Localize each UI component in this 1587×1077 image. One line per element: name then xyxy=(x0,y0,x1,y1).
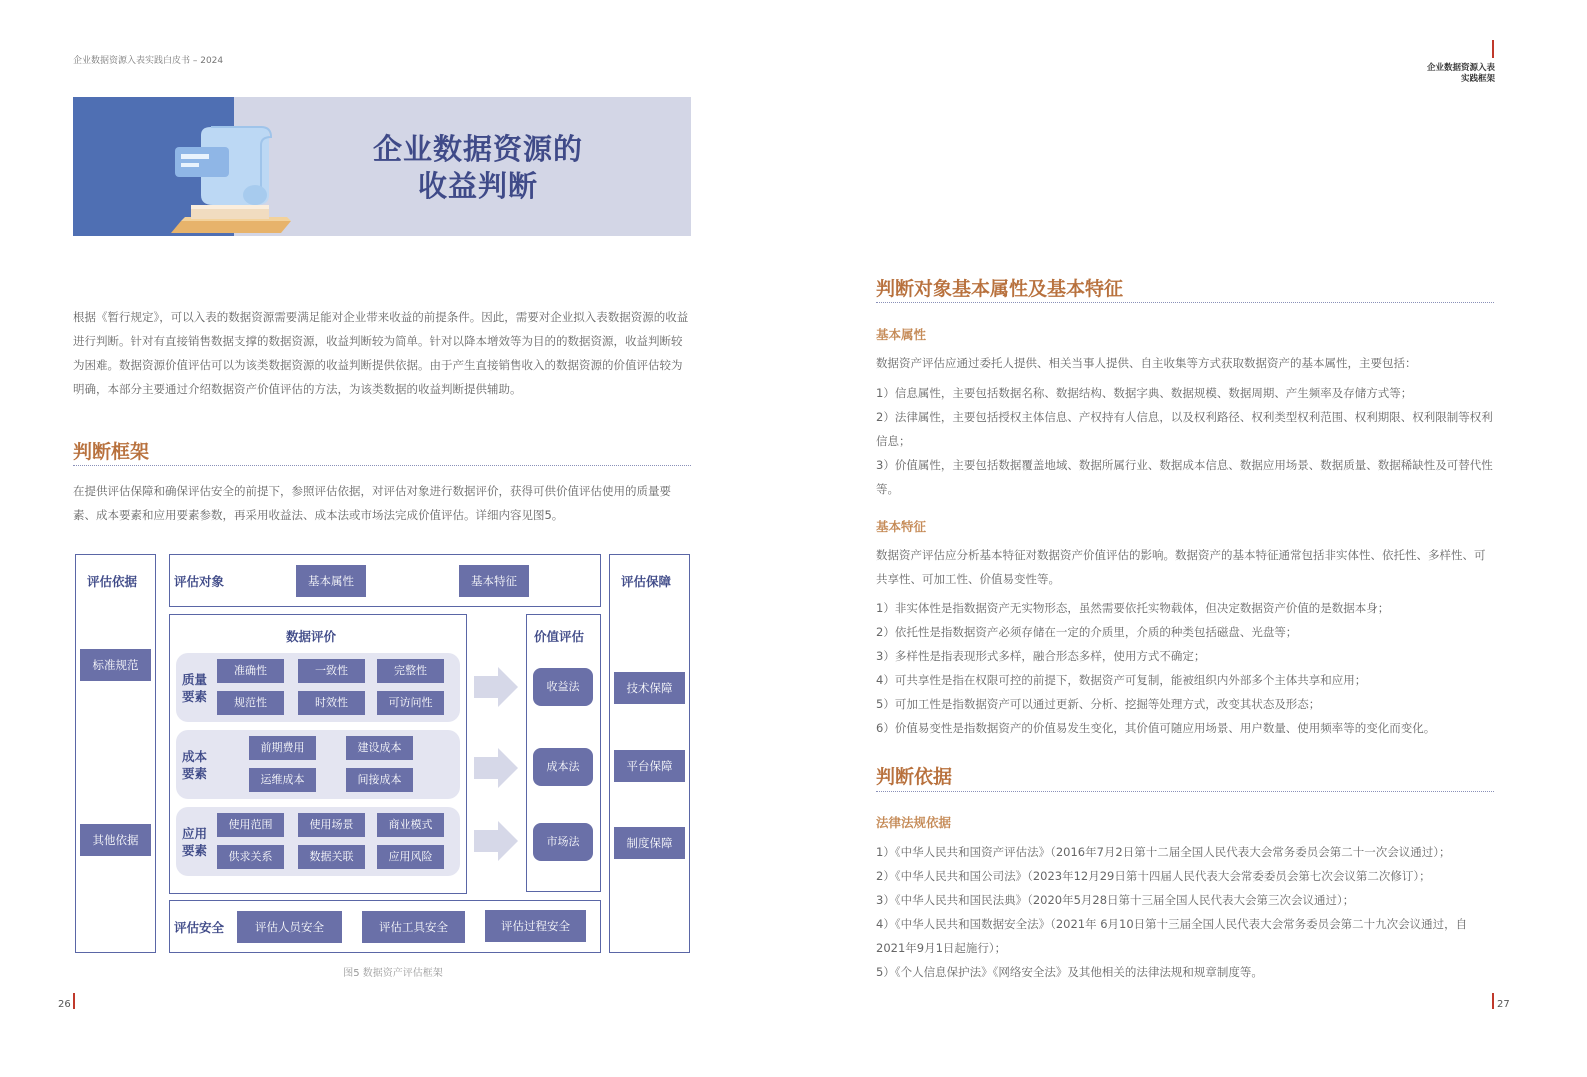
framework-paragraph: 在提供评估保障和确保评估安全的前提下，参照评估依据，对评估对象进行数据评价，获得可供价值评估使用的质量要素、成本要素和应用要素参数，再采用收益法、成本法或市场法完成价值评估。详细内容见图5。 xyxy=(73,484,671,522)
chapter-title-line1: 企业数据资源的 xyxy=(372,132,583,166)
quality-group-label: 质量要素 xyxy=(182,672,208,704)
cost-group-label: 成本要素 xyxy=(182,749,208,781)
features-intro: 数据资产评估应分析基本特征对数据资产价值评估的影响。数据资产的基本特征通常包括非实体性、依托性、多样性、可共享性、可加工性、价值易变性等。 xyxy=(876,548,1486,586)
list-item: 1）《中华人民共和国资产评估法》（2016年7月2日第十二届全国人民代表大会常务委员会第二十一次会议通过）； xyxy=(876,845,1451,859)
section-divider xyxy=(73,465,691,466)
list-item: 2）法律属性，主要包括授权主体信息、产权持有人信息，以及权利路径、权利类型权利范围、权利期限、权利限制等权利信息； xyxy=(876,410,1493,448)
application-group-label: 应用要素 xyxy=(182,826,208,858)
application-item: 数据关联 xyxy=(298,845,365,869)
security-item: 评估工具安全 xyxy=(362,911,465,943)
list-item: 1）非实体性是指数据资产无实物形态，虽然需要依托实物载体，但决定数据资产价值的是数据本身； xyxy=(876,601,1390,615)
section-title-framework: 判断框架 xyxy=(73,441,150,463)
document-scroll-illustration xyxy=(161,125,301,236)
guarantee-item: 平台保障 xyxy=(614,750,685,782)
security-title: 评估安全 xyxy=(174,920,225,935)
running-header-right xyxy=(1395,63,1495,85)
list-item: 4）《中华人民共和国数据安全法》（2021年 6月10日第十三届全国人民代表大会常务委员会第二十九次会议通过，自2021年9月1日起施行）； xyxy=(876,917,1468,955)
intro-paragraph: 根据《暂行规定》，可以入表的数据资源需要满足能对企业带来收益的前提条件。因此，需要对企业拟入表数据资源的收益进行判断。针对有直接销售数据支撑的数据资源，收益判断较为简单。针对以降本增效等为目的的数据资源，收益判断较为困难。数据资源价值评估可以为该类数据资源的收益判断提供依据。由于产生直接销售收入的数据资源的价值评估较为明确，本部分主要通过介绍数据资产价值评估的方法，为该类数据的收益判断提供辅助。 xyxy=(73,310,689,396)
basis-title: 评估依据 xyxy=(87,574,138,589)
cost-item: 前期费用 xyxy=(249,736,316,760)
attributes-intro: 数据资产评估应通过委托人提供、相关当事人提供、自主收集等方式获取数据资产的基本属性，主要包括： xyxy=(876,356,1417,370)
subheading-legal-basis: 法律法规依据 xyxy=(876,815,952,830)
basis-item: 其他依据 xyxy=(80,824,151,856)
chapter-title xyxy=(323,131,633,205)
quality-item: 完整性 xyxy=(377,659,444,683)
application-item: 使用范围 xyxy=(217,813,284,837)
basis-item: 标准规范 xyxy=(80,649,151,681)
quality-item: 规范性 xyxy=(217,691,284,715)
security-item: 评估人员安全 xyxy=(237,911,342,943)
application-item: 应用风险 xyxy=(377,845,444,869)
section-title-attributes: 判断对象基本属性及基本特征 xyxy=(876,278,1124,300)
security-item: 评估过程安全 xyxy=(485,910,586,942)
value-title: 价值评估 xyxy=(534,629,585,644)
page-number-right: 27 xyxy=(1497,999,1510,1010)
cost-item: 建设成本 xyxy=(346,736,413,760)
guarantee-title: 评估保障 xyxy=(621,574,672,589)
cost-group xyxy=(176,730,460,799)
list-item: 3）价值属性，主要包括数据覆盖地域、数据所属行业、数据成本信息、数据应用场景、数据质量、数据稀缺性及可替代性等。 xyxy=(876,458,1493,496)
guarantee-item: 技术保障 xyxy=(614,672,685,704)
legal-list xyxy=(876,840,1494,984)
page-number-left: 26 xyxy=(58,999,71,1010)
arrow-right-icon xyxy=(472,747,520,789)
value-item: 市场法 xyxy=(533,823,593,861)
list-item: 2）《中华人民共和国公司法》（2023年12月29日第十四届人民代表大会常委委员会第七次会议第二次修订）； xyxy=(876,869,1431,883)
value-item: 收益法 xyxy=(533,668,593,706)
application-item: 供求关系 xyxy=(217,845,284,869)
page-number-marker xyxy=(1492,993,1494,1009)
object-panel xyxy=(169,554,601,607)
object-item: 基本属性 xyxy=(296,565,366,597)
application-item: 使用场景 xyxy=(298,813,365,837)
object-item: 基本特征 xyxy=(459,565,529,597)
section-divider xyxy=(876,791,1494,792)
subheading-basic-attributes: 基本属性 xyxy=(876,327,927,342)
list-item: 1）信息属性，主要包括数据名称、数据结构、数据字典、数据规模、数据周期、产生频率及存储方式等； xyxy=(876,386,1413,400)
value-item: 成本法 xyxy=(533,748,593,786)
quality-item: 可访问性 xyxy=(377,691,444,715)
features-list xyxy=(876,596,1494,740)
arrow-right-icon xyxy=(472,820,520,862)
list-item: 6）价值易变性是指数据资产的价值易发生变化，其价值可随应用场景、用户数量、使用频率等的变化而变化。 xyxy=(876,721,1436,735)
list-item: 5）《个人信息保护法》《网络安全法》及其他相关的法律法规和规章制度等。 xyxy=(876,965,1263,979)
cost-item: 间接成本 xyxy=(346,768,413,792)
attributes-list xyxy=(876,381,1494,501)
page-number-marker xyxy=(73,993,75,1009)
subheading-basic-features: 基本特征 xyxy=(876,519,927,534)
running-header-left: 企业数据资源入表实践白皮书 – 2024 xyxy=(73,56,224,66)
list-item: 3）《中华人民共和国民法典》（2020年5月28日第十三届全国人民代表大会第三次会议通过）； xyxy=(876,893,1355,907)
arrow-right-icon xyxy=(472,666,520,708)
basis-panel xyxy=(75,554,156,953)
running-header-right-line2: 实践框架 xyxy=(1460,74,1495,84)
figure-caption: 图5 数据资产评估框架 xyxy=(343,968,443,979)
list-item: 3）多样性是指表现形式多样，融合形态多样，使用方式不确定； xyxy=(876,649,1206,663)
evaluation-title: 数据评价 xyxy=(286,629,337,644)
cost-item: 运维成本 xyxy=(249,768,316,792)
list-item: 4）可共享性是指在权限可控的前提下，数据资产可复制，能被组织内外部多个主体共享和应用； xyxy=(876,673,1367,687)
guarantee-item: 制度保障 xyxy=(614,827,685,859)
section-divider xyxy=(876,302,1494,303)
object-title: 评估对象 xyxy=(174,574,225,589)
quality-item: 时效性 xyxy=(298,691,365,715)
running-header-marker xyxy=(1492,40,1494,58)
quality-item: 一致性 xyxy=(298,659,365,683)
quality-item: 准确性 xyxy=(217,659,284,683)
chapter-title-line2: 收益判断 xyxy=(417,169,538,203)
section-title-basis: 判断依据 xyxy=(876,766,953,788)
application-item: 商业模式 xyxy=(377,813,444,837)
chapter-banner xyxy=(73,97,691,236)
list-item: 5）可加工性是指数据资产可以通过更新、分析、挖掘等处理方式，改变其状态及形态； xyxy=(876,697,1321,711)
running-header-right-line1: 企业数据资源入表 xyxy=(1426,63,1495,73)
list-item: 2）依托性是指数据资产必须存储在一定的介质里，介质的种类包括磁盘、光盘等； xyxy=(876,625,1298,639)
